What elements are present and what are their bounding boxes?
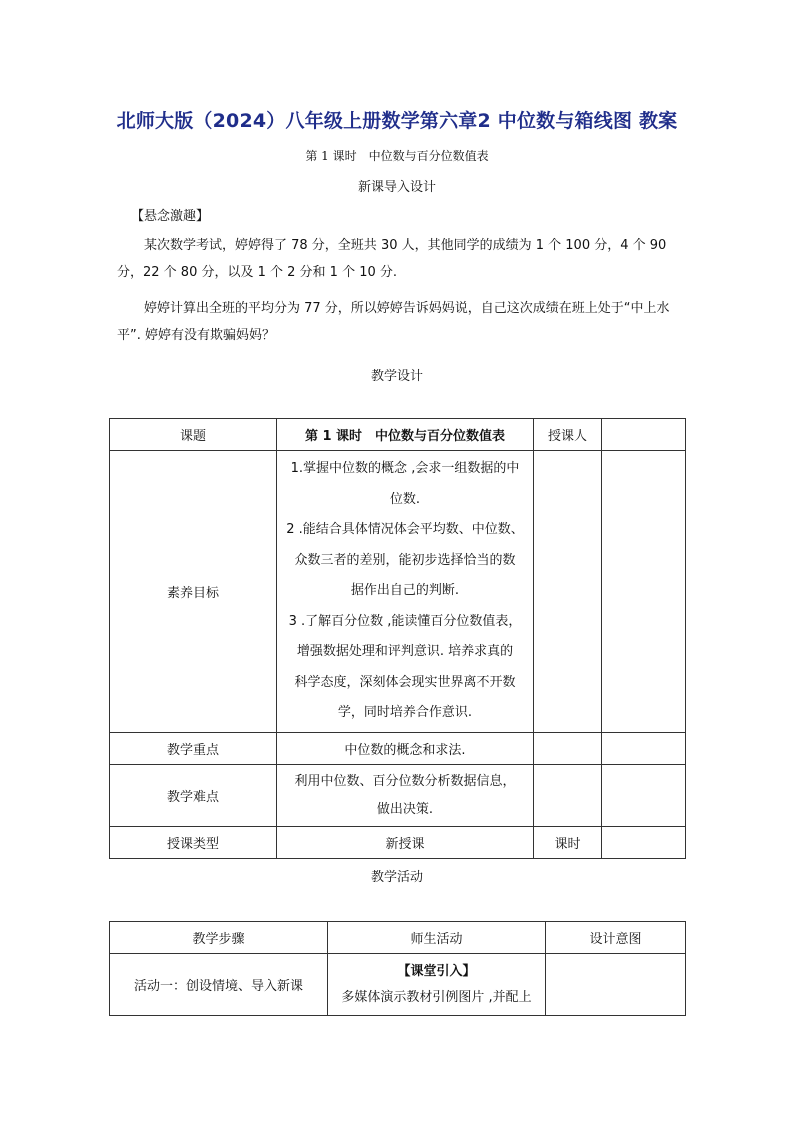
goals-label-cell: 素养目标 (110, 451, 277, 733)
step-header-cell: 教学步骤 (110, 922, 328, 954)
difficulty-line: 做出决策. (376, 801, 434, 817)
empty-cell (602, 765, 686, 827)
topic-value-cell: 第 1 课时 中位数与百分位数值表 (277, 419, 534, 451)
design-table (109, 418, 686, 859)
teacher-label-cell: 授课人 (534, 419, 602, 451)
period-value-cell (602, 827, 686, 859)
goal-line: 学，同时培养合作意识. (337, 705, 473, 721)
period-label-cell: 课时 (534, 827, 602, 859)
activity-title: 【课堂引入】 (397, 963, 476, 979)
activity-header-cell: 师生活动 (328, 922, 546, 954)
empty-cell (534, 451, 602, 733)
difficulty-value-cell (277, 765, 534, 827)
hook-paragraph-2: 婷婷计算出全班的平均分为 77 分，所以婷婷告诉妈妈说，自己这次成绩在班上处于“中上水平”. 婷婷有没有欺骗妈妈？ (117, 301, 670, 343)
empty-cell (534, 765, 602, 827)
goal-line: 2 .能结合具体情况体会平均数、中位数、 (286, 522, 524, 538)
goal-line: 据作出自己的判断. (350, 583, 460, 599)
goal-line: 众数三者的差别，能初步选择恰当的数 (294, 552, 516, 568)
activity-cell (328, 954, 546, 1016)
lesson-type-label-cell: 授课类型 (110, 827, 277, 859)
key-point-label-cell: 教学重点 (110, 733, 277, 765)
intent-header-cell: 设计意图 (546, 922, 686, 954)
teacher-value-cell (602, 419, 686, 451)
empty-cell (534, 733, 602, 765)
hook-label: 【悬念激趣】 (131, 209, 210, 224)
intent-cell (546, 954, 686, 1016)
intro-section-heading: 新课导入设计 (357, 180, 436, 195)
empty-cell (602, 451, 686, 733)
activity-table (109, 921, 686, 1016)
goals-content-cell (277, 451, 534, 733)
table-row (110, 954, 686, 1016)
page-title: 北师大版（2024）八年级上册数学第六章2 中位数与箱线图 教案 (116, 110, 678, 132)
topic-label-cell: 课题 (110, 419, 277, 451)
table-row (110, 765, 686, 827)
lesson-type-value-cell: 新授课 (277, 827, 534, 859)
difficulty-label-cell: 教学难点 (110, 765, 277, 827)
key-point-value-cell: 中位数的概念和求法. (277, 733, 534, 765)
lesson-subtitle: 第 1 课时 中位数与百分位数值表 (305, 149, 489, 163)
design-heading: 教学设计 (370, 369, 423, 384)
table-row (110, 451, 686, 733)
table-row (110, 733, 686, 765)
empty-cell (602, 733, 686, 765)
activity-heading: 教学活动 (370, 870, 423, 885)
goal-line: 3 .了解百分位数 ,能读懂百分位数值表， (288, 613, 522, 629)
table-row (110, 922, 686, 954)
hook-paragraph-1: 某次数学考试，婷婷得了 78 分，全班共 30 人，其他同学的成绩为 1 个 100 分，4 个 90 分，22 个 80 分，以及 1 个 2 分和 1 个 10 分. (117, 238, 667, 280)
difficulty-line: 利用中位数、百分位数分析数据信息， (294, 773, 516, 789)
table-row (110, 827, 686, 859)
step-cell: 活动一：创设情境、导入新课 (110, 954, 328, 1016)
goal-line: 增强数据处理和评判意识. 培养求真的 (296, 644, 514, 660)
goal-line: 位数. (389, 491, 421, 507)
table-row (110, 419, 686, 451)
activity-text: 多媒体演示教材引例图片 ,并配上 (341, 989, 532, 1005)
goal-line: 1.掌握中位数的概念 ,会求一组数据的中 (290, 461, 520, 477)
goal-line: 科学态度，深刻体会现实世界离不开数 (294, 674, 516, 690)
